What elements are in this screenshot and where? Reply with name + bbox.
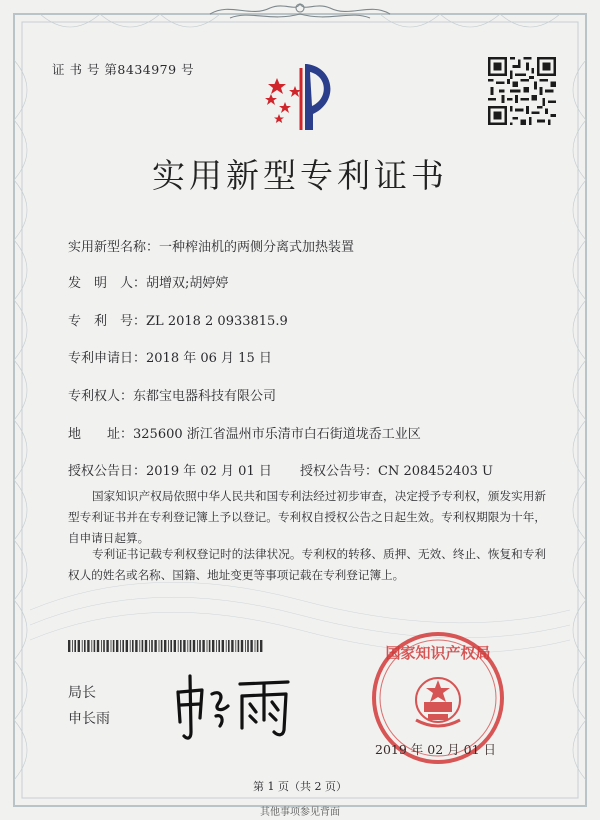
- grant-date-row: [68, 460, 272, 479]
- filing-date-value: 2018 年 06 月 15 日: [146, 351, 272, 366]
- grant-statement-paragraph: 国家知识产权局依照中华人民共和国专利法经过初步审查，决定授予专利权，颁发实用新型专利证书并在专利登记簿上予以登记。专利权自授权公告之日起生效。专利权期限为十年，自申请日起算。: [68, 489, 546, 545]
- inventor-value: 胡增双;胡婷婷: [146, 276, 229, 291]
- footer-note: 其他事项参见背面: [260, 807, 340, 818]
- filing-date-label: 专利申请日：: [68, 351, 147, 366]
- page-number: 第 1 页（共 2 页）: [253, 780, 347, 793]
- grant-number-value: CN 208452403 U: [378, 464, 493, 479]
- address-row: [68, 423, 421, 442]
- patentee-label: 专利权人：: [68, 389, 134, 404]
- patent-number-label: 专 利 号：: [68, 314, 147, 329]
- utility-model-name-row: [68, 236, 354, 255]
- top-ornament: [210, 4, 390, 18]
- director-name: 申长雨: [68, 711, 110, 727]
- handwritten-signature-icon: [170, 670, 310, 745]
- barcode-icon: [68, 640, 263, 652]
- inventor-row: [68, 272, 228, 291]
- grant-date-label: 授权公告日：: [68, 464, 147, 479]
- certificate-title: 实用新型专利证书: [152, 156, 448, 195]
- address-label: 地 址：: [68, 427, 134, 442]
- patent-number-row: [68, 310, 288, 329]
- patent-number-value: ZL 2018 2 0933815.9: [146, 314, 288, 329]
- address-value: 325600 浙江省温州市乐清市白石街道垅岙工业区: [133, 427, 421, 442]
- inventor-label: 发 明 人：: [68, 276, 147, 291]
- qr-code-icon: [488, 57, 556, 125]
- patentee-value: 东都宝电器科技有限公司: [133, 389, 277, 404]
- utility-model-name-value: 一种榨油机的两侧分离式加热装置: [159, 240, 355, 255]
- cnipa-logo-icon: [255, 58, 350, 138]
- director-title: 局长: [68, 685, 96, 701]
- legal-status-paragraph: 专利证书记载专利权登记时的法律状况。专利权的转移、质押、无效、终止、恢复和专利权人的姓名或名称、国籍、地址变更等事项记载在专利登记簿上。: [68, 547, 546, 582]
- seal-date: 2019 年 02 月 01 日: [375, 742, 496, 757]
- seal-text: 国家知识产权局: [385, 644, 491, 662]
- filing-date-row: [68, 347, 272, 366]
- certificate-number: 证 书 号 第8434979 号: [52, 62, 195, 77]
- grant-number-label: 授权公告号：: [300, 464, 379, 479]
- patentee-row: [68, 385, 276, 404]
- grant-date-value: 2019 年 02 月 01 日: [146, 464, 272, 479]
- utility-model-name-label: 实用新型名称：: [68, 240, 160, 255]
- grant-number-row: [300, 460, 493, 479]
